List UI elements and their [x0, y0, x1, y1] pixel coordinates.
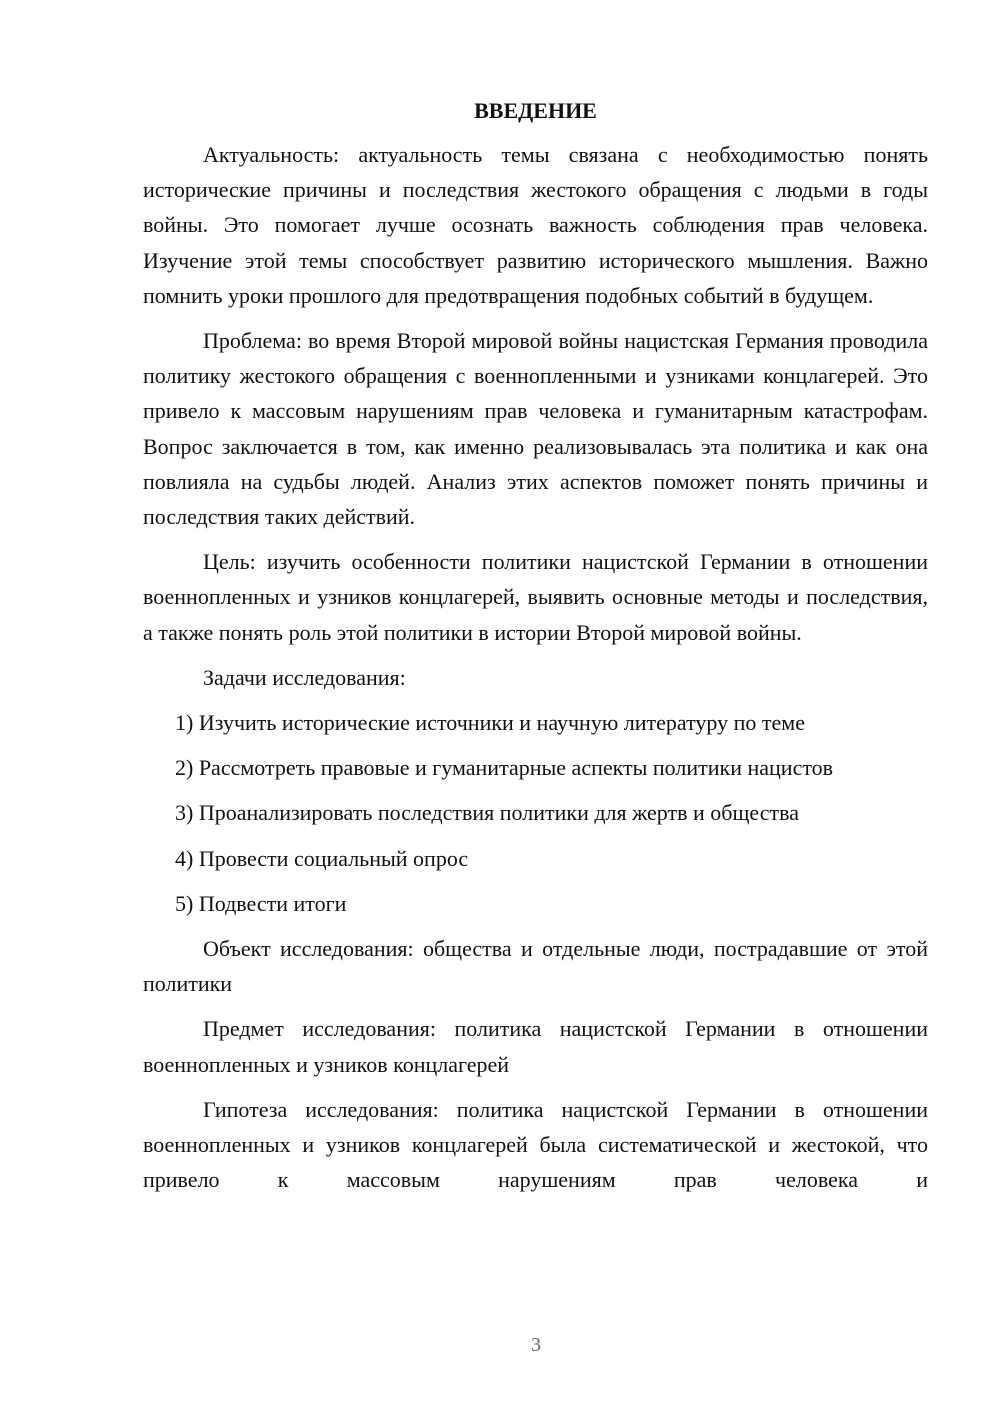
list-item: 5) Подвести итоги: [175, 890, 347, 916]
object-paragraph: Объект исследования: общества и отдельные люди, пострадавшие от этой политики: [143, 936, 928, 997]
page-number: 3: [531, 1334, 541, 1356]
hypothesis-paragraph: Гипотеза исследования: политика нацистской Германии в отношении военнопленных и узников концлагерей была систематической и жестокой, что привело к массовым нарушениям прав человека и: [143, 1096, 928, 1193]
relevance-paragraph: Актуальность: актуальность темы связана с необходимостью понять исторические причины и последствия жестокого обращения с людьми в годы войны. Это помогает лучше осознать важность соблюдения прав человека. Изучение этой темы способствует развитию исторического мышления. Важно помнить уроки прошлого для предотвращения подобных событий в будущем.: [143, 142, 928, 308]
tasks-list: [143, 705, 928, 921]
page-title: ВВЕДЕНИЕ: [474, 98, 597, 123]
list-item: 1) Изучить исторические источники и научную литературу по теме: [175, 710, 805, 736]
list-item: 4) Провести социальный опрос: [175, 845, 469, 871]
subject-paragraph: Предмет исследования: политика нацистской Германии в отношении военнопленных и узников концлагерей: [143, 1016, 928, 1077]
problem-paragraph: Проблема: во время Второй мировой войны нацистская Германия проводила политику жестокого обращения с военнопленными и узниками концлагерей. Это привело к массовым нарушениям прав человека и гуманитарным катастрофам. Вопрос заключается в том, как именно реализовывалась эта политика и как она повлияла на судьбы людей. Анализ этих аспектов поможет понять причины и последствия таких действий.: [143, 328, 928, 530]
tasks-heading: Задачи исследования:: [203, 664, 406, 690]
list-item: 2) Рассмотреть правовые и гуманитарные аспекты политики нацистов: [175, 755, 834, 781]
document-page: [143, 95, 928, 1207]
list-item: 3) Проанализировать последствия политики для жертв и общества: [175, 800, 799, 826]
goal-paragraph: Цель: изучить особенности политики нацистской Германии в отношении военнопленных и узников концлагерей, выявить основные методы и последствия, а также понять роль этой политики в истории Второй мировой войны.: [143, 549, 928, 645]
